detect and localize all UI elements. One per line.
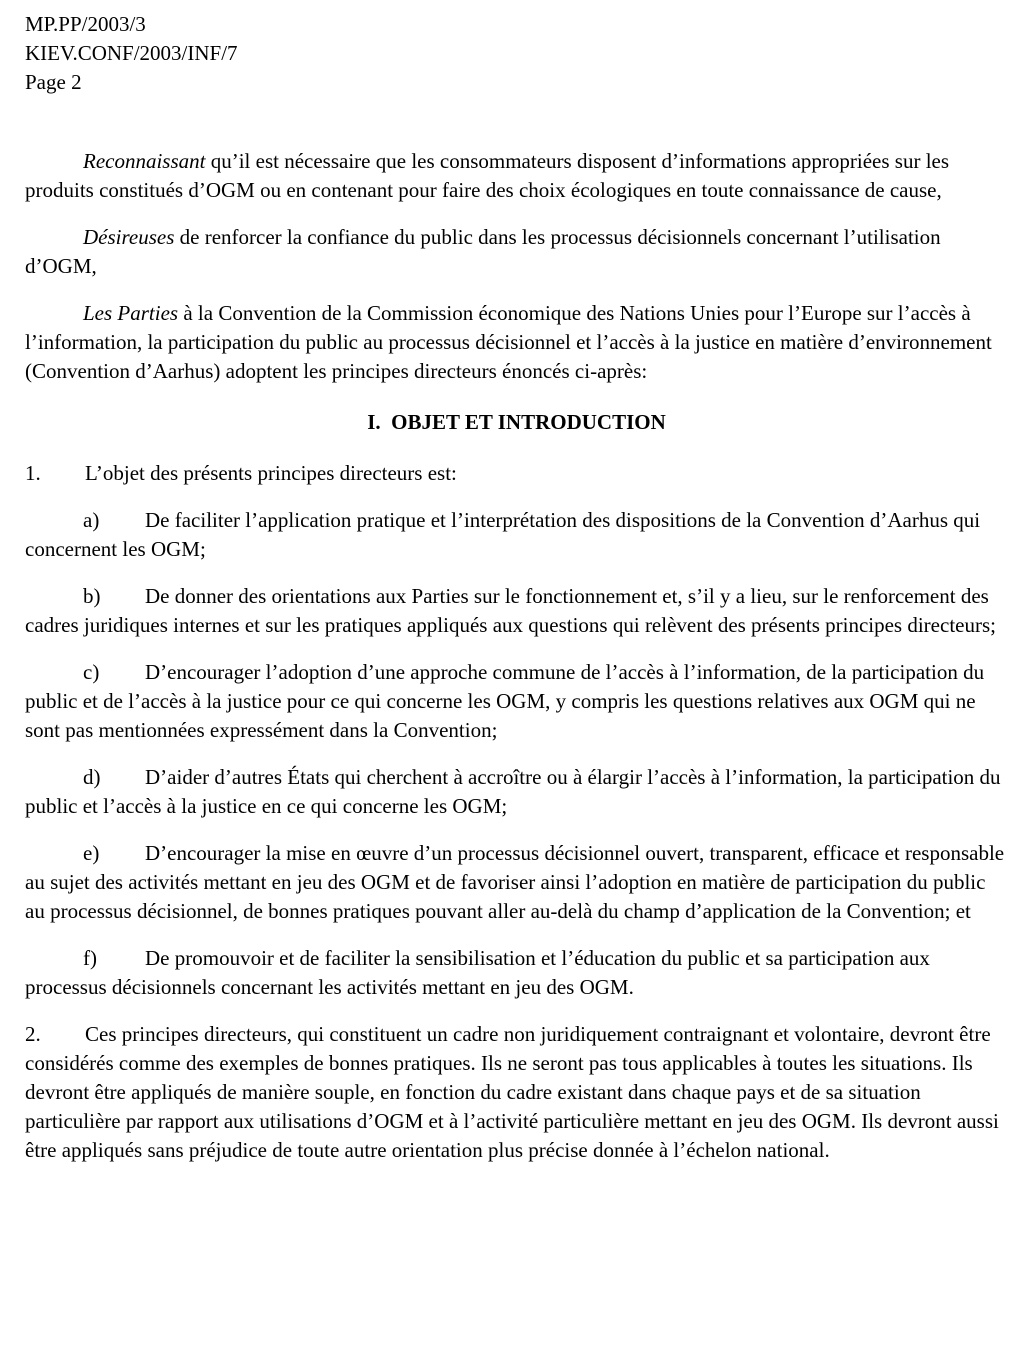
preamble-text: à la Convention de la Commission économique des Nations Unies pour l’Europe sur l’accès à l’information, la participation du public au processus décisionnel et l’accès à la justice en matière d’environnement (Convention d’Aarhus) adoptent les principes directeurs énoncés ci-après: <box>25 301 992 383</box>
preamble-paragraph-desireuses <box>25 223 1008 281</box>
paragraph-number: 1. <box>25 461 41 485</box>
list-item-a <box>25 506 1008 564</box>
list-item-d <box>25 763 1008 821</box>
preamble-paragraph-reconnaissant <box>25 147 1008 205</box>
list-item-e <box>25 839 1008 926</box>
document-header <box>25 10 1008 97</box>
list-item-text: De donner des orientations aux Parties sur le fonctionnement et, s’il y a lieu, sur le renforcement des cadres juridiques internes et sur les pratiques appliqués aux questions qui relèvent des présents principes directeurs; <box>25 584 996 637</box>
list-item-label: e) <box>83 841 100 865</box>
doc-symbol-line-1: MP.PP/2003/3 <box>25 12 146 36</box>
doc-symbol-line-2: KIEV.CONF/2003/INF/7 <box>25 41 238 65</box>
section-heading: I. OBJET ET INTRODUCTION <box>367 410 666 434</box>
preamble-lead-word: Les Parties <box>83 301 179 325</box>
list-item-text: De faciliter l’application pratique et l’interprétation des dispositions de la Convention d’Aarhus qui concernent les OGM; <box>25 508 981 561</box>
preamble-paragraph-les-parties <box>25 299 1008 386</box>
list-item-b <box>25 582 1008 640</box>
list-item-text: D’encourager la mise en œuvre d’un processus décisionnel ouvert, transparent, efficace et responsable au sujet des activités mettant en jeu des OGM et de favoriser ainsi l’adoption en matière de participation du public au processus décisionnel, de bonnes pratiques pouvant aller au-delà du champ d’application de la Convention; et <box>25 841 1005 923</box>
page-number-label: Page 2 <box>25 70 82 94</box>
list-item-label: c) <box>83 660 100 684</box>
list-item-f <box>25 944 1008 1002</box>
list-item-text: D’aider d’autres États qui cherchent à accroître ou à élargir l’accès à l’information, la participation du public et l’accès à la justice en ce qui concerne les OGM; <box>25 765 1001 818</box>
list-item-label: b) <box>83 584 101 608</box>
list-item-text: De promouvoir et de faciliter la sensibilisation et l’éducation du public et sa participation aux processus décisionnels concernant les activités mettant en jeu des OGM. <box>25 946 930 999</box>
preamble-lead-word: Reconnaissant <box>83 149 206 173</box>
numbered-paragraph-2 <box>25 1020 1008 1165</box>
list-item-text: D’encourager l’adoption d’une approche commune de l’accès à l’information, de la participation du public et de l’accès à la justice pour ce qui concerne les OGM, y compris les questions relatives aux OGM qui ne sont pas mentionnées expressément dans la Convention; <box>25 660 985 742</box>
list-item-label: d) <box>83 765 101 789</box>
paragraph-text: L’objet des présents principes directeurs est: <box>85 461 457 485</box>
list-item-label: f) <box>83 946 97 970</box>
preamble-lead-word: Désireuses <box>83 225 175 249</box>
preamble-text: de renforcer la confiance du public dans les processus décisionnels concernant l’utilisation d’OGM, <box>25 225 941 278</box>
paragraph-text: Ces principes directeurs, qui constituent un cadre non juridiquement contraignant et volontaire, devront être considérés comme des exemples de bonnes pratiques. Ils ne seront pas tous applicables à toutes les situations. Ils devront être appliqués de manière souple, en fonction du cadre existant dans chaque pays et de sa situation particulière par rapport aux utilisations d’OGM et à l’activité particulière mettant en jeu des OGM. Ils devront aussi être appliqués sans préjudice de toute autre orientation plus précise donnée à l’échelon national. <box>25 1022 999 1162</box>
paragraph-number: 2. <box>25 1022 41 1046</box>
list-item-label: a) <box>83 508 100 532</box>
list-item-c <box>25 658 1008 745</box>
numbered-paragraph-1 <box>25 459 1008 488</box>
preamble-text: qu’il est nécessaire que les consommateurs disposent d’informations appropriées sur les produits constitués d’OGM ou en contenant pour faire des choix écologiques en toute connaissance de cause, <box>25 149 950 202</box>
